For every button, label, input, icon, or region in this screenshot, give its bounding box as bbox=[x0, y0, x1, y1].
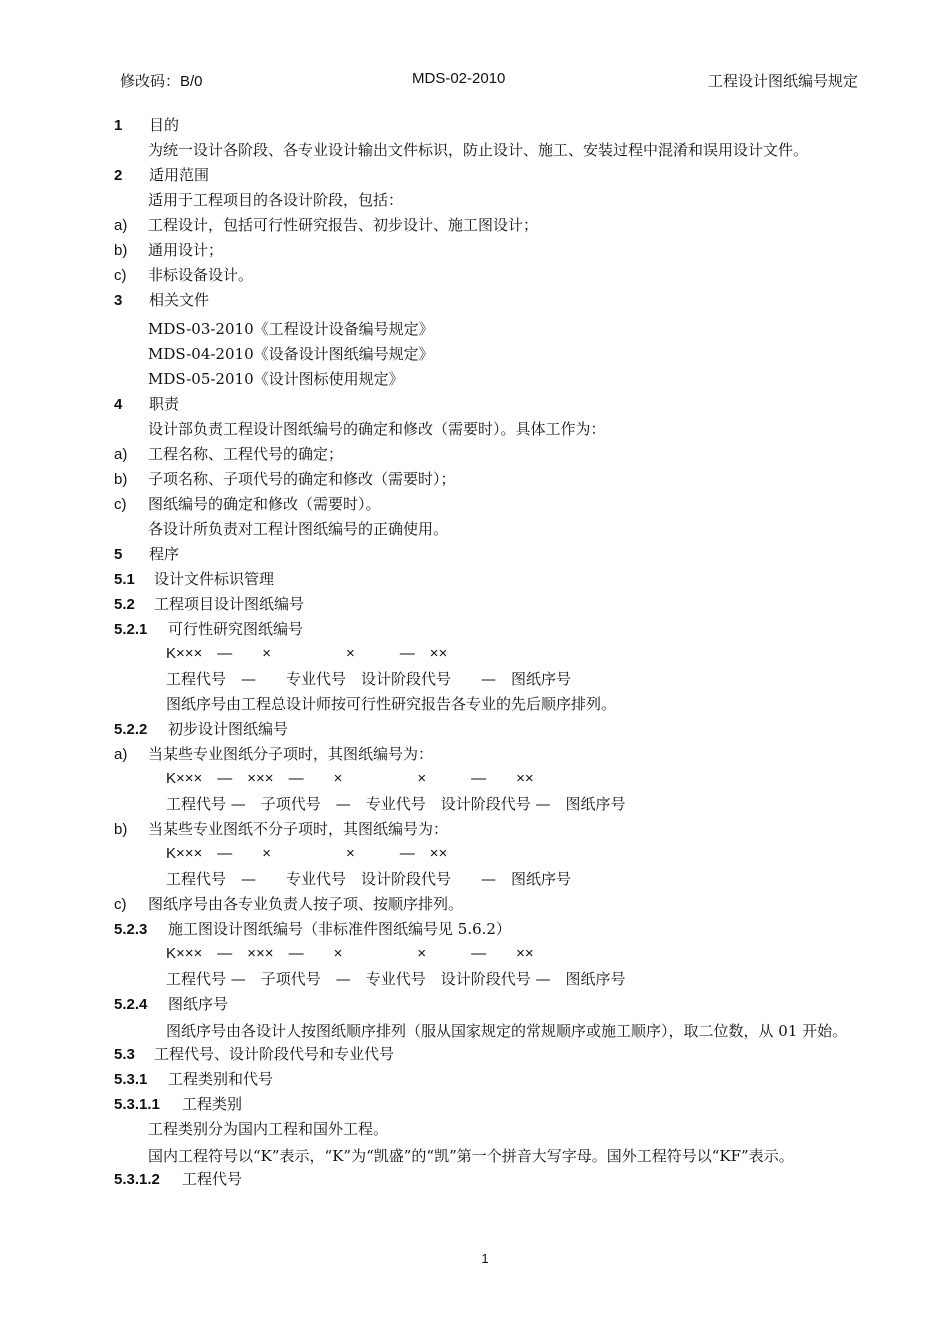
section-title: 设计文件标识管理 bbox=[154, 570, 275, 588]
paragraph: 各设计所负责对工程计图纸编号的正确使用。 bbox=[148, 520, 449, 538]
section-heading bbox=[114, 594, 860, 619]
section-title: 目的 bbox=[149, 116, 180, 134]
header-document-title: 工程设计图纸编号规定 bbox=[707, 73, 858, 90]
section-heading bbox=[114, 1044, 860, 1069]
section-number: 5 bbox=[114, 546, 123, 563]
list-label: a) bbox=[114, 446, 128, 463]
list-label: a) bbox=[114, 217, 128, 234]
section-number: 4 bbox=[114, 396, 123, 413]
list-text: 非标设备设计。 bbox=[148, 266, 254, 284]
list-label: b) bbox=[114, 242, 128, 259]
list-label: c) bbox=[114, 267, 127, 284]
list-text: 通用设计； bbox=[148, 241, 224, 259]
section-number: 5.2.1 bbox=[114, 621, 148, 638]
section-heading bbox=[114, 544, 860, 569]
reference-document: MDS-05-2010《设计图标使用规定》 bbox=[148, 370, 404, 388]
section-number: 1 bbox=[114, 117, 123, 134]
section-number: 2 bbox=[114, 167, 123, 184]
list-text: 工程名称、工程代号的确定； bbox=[148, 445, 344, 463]
section-title: 相关文件 bbox=[149, 291, 210, 309]
drawing-number-legend: 工程代号 — 专业代号 设计阶段代号 — 图纸序号 bbox=[166, 870, 572, 888]
section-heading bbox=[114, 994, 860, 1019]
section-title: 工程项目设计图纸编号 bbox=[154, 595, 305, 613]
section-title: 职责 bbox=[149, 395, 180, 413]
list-item bbox=[114, 819, 860, 844]
drawing-number-legend: 工程代号 — 专业代号 设计阶段代号 — 图纸序号 bbox=[166, 670, 572, 688]
section-heading bbox=[114, 569, 860, 594]
list-item bbox=[114, 265, 860, 290]
section-title: 工程类别和代号 bbox=[168, 1070, 274, 1088]
paragraph: 设计部负责工程设计图纸编号的确定和修改（需要时）。具体工作为： bbox=[148, 420, 606, 438]
list-label: b) bbox=[114, 471, 128, 488]
list-label: b) bbox=[114, 821, 128, 838]
section-title: 初步设计图纸编号 bbox=[168, 720, 289, 738]
section-title: 工程代号、设计阶段代号和专业代号 bbox=[154, 1045, 395, 1063]
section-number: 5.2.2 bbox=[114, 721, 148, 738]
section-number: 5.2 bbox=[114, 596, 135, 613]
section-title: 工程类别 bbox=[182, 1095, 243, 1113]
drawing-number-format: K××× — ××× — × × — ×× bbox=[166, 770, 534, 787]
section-number: 3 bbox=[114, 292, 123, 309]
list-text: 当某些专业图纸不分子项时，其图纸编号为： bbox=[148, 820, 449, 838]
section-heading bbox=[114, 1069, 860, 1094]
paragraph: 图纸序号由各设计人按图纸顺序排列（服从国家规定的常规顺序或施工顺序），取二位数，从 01 开始。 bbox=[166, 1022, 848, 1040]
list-text: 子项名称、子项代号的确定和修改（需要时）； bbox=[148, 470, 456, 488]
section-heading bbox=[114, 394, 860, 419]
list-text: 当某些专业图纸分子项时，其图纸编号为： bbox=[148, 745, 434, 763]
list-label: c) bbox=[114, 496, 127, 513]
section-number: 5.2.4 bbox=[114, 996, 148, 1013]
list-item bbox=[114, 469, 860, 494]
header-document-number: MDS-02-2010 bbox=[412, 70, 506, 87]
section-heading bbox=[114, 165, 860, 190]
page-number: 1 bbox=[481, 1251, 489, 1266]
list-text: 图纸序号由各专业负责人按子项、按顺序排列。 bbox=[148, 895, 464, 913]
section-number: 5.3 bbox=[114, 1046, 135, 1063]
document-body bbox=[114, 115, 860, 1194]
list-item bbox=[114, 744, 860, 769]
list-item bbox=[114, 444, 860, 469]
section-number: 5.1 bbox=[114, 571, 135, 588]
paragraph: 国内工程符号以“K”表示，“K”为“凯盛”的“凯”第一个拼音大写字母。国外工程符号以“KF”表示。 bbox=[148, 1147, 794, 1165]
paragraph: 工程类别分为国内工程和国外工程。 bbox=[148, 1120, 389, 1138]
drawing-number-format: K××× — × × — ×× bbox=[166, 645, 448, 662]
drawing-number-legend: 工程代号 — 子项代号 — 专业代号 设计阶段代号 — 图纸序号 bbox=[166, 795, 626, 813]
paragraph: 适用于工程项目的各设计阶段，包括： bbox=[148, 191, 404, 209]
section-heading bbox=[114, 1169, 860, 1194]
section-title: 工程代号 bbox=[182, 1170, 243, 1188]
paragraph: 图纸序号由工程总设计师按可行性研究报告各专业的先后顺序排列。 bbox=[166, 695, 617, 713]
drawing-number-legend: 工程代号 — 子项代号 — 专业代号 设计阶段代号 — 图纸序号 bbox=[166, 970, 626, 988]
list-item bbox=[114, 894, 860, 919]
drawing-number-format: K××× — × × — ×× bbox=[166, 845, 448, 862]
section-title: 施工图设计图纸编号（非标准件图纸编号见 5.6.2） bbox=[168, 920, 511, 938]
section-title: 可行性研究图纸编号 bbox=[168, 620, 304, 638]
drawing-number-format: K××× — ××× — × × — ×× bbox=[166, 945, 534, 962]
section-title: 图纸序号 bbox=[168, 995, 229, 1013]
section-title: 适用范围 bbox=[149, 166, 210, 184]
section-heading bbox=[114, 719, 860, 744]
header-revision-code: 修改码：B/0 bbox=[120, 73, 203, 90]
paragraph: 为统一设计各阶段、各专业设计输出文件标识，防止设计、施工、安装过程中混淆和误用设计文件。 bbox=[148, 141, 809, 159]
section-number: 5.3.1.2 bbox=[114, 1171, 160, 1188]
list-text: 图纸编号的确定和修改（需要时）。 bbox=[148, 495, 381, 513]
reference-document: MDS-04-2010《设备设计图纸编号规定》 bbox=[148, 345, 434, 363]
list-item bbox=[114, 494, 860, 519]
section-heading bbox=[114, 919, 860, 944]
list-item bbox=[114, 240, 860, 265]
section-heading bbox=[114, 1094, 860, 1119]
section-heading bbox=[114, 290, 860, 315]
section-heading bbox=[114, 115, 860, 140]
section-heading bbox=[114, 619, 860, 644]
list-label: a) bbox=[114, 746, 128, 763]
list-item bbox=[114, 215, 860, 240]
section-number: 5.3.1 bbox=[114, 1071, 148, 1088]
list-label: c) bbox=[114, 896, 127, 913]
section-number: 5.3.1.1 bbox=[114, 1096, 160, 1113]
section-title: 程序 bbox=[149, 545, 180, 563]
list-text: 工程设计，包括可行性研究报告、初步设计、施工图设计； bbox=[148, 216, 539, 234]
section-number: 5.2.3 bbox=[114, 921, 148, 938]
reference-document: MDS-03-2010《工程设计设备编号规定》 bbox=[148, 320, 434, 338]
